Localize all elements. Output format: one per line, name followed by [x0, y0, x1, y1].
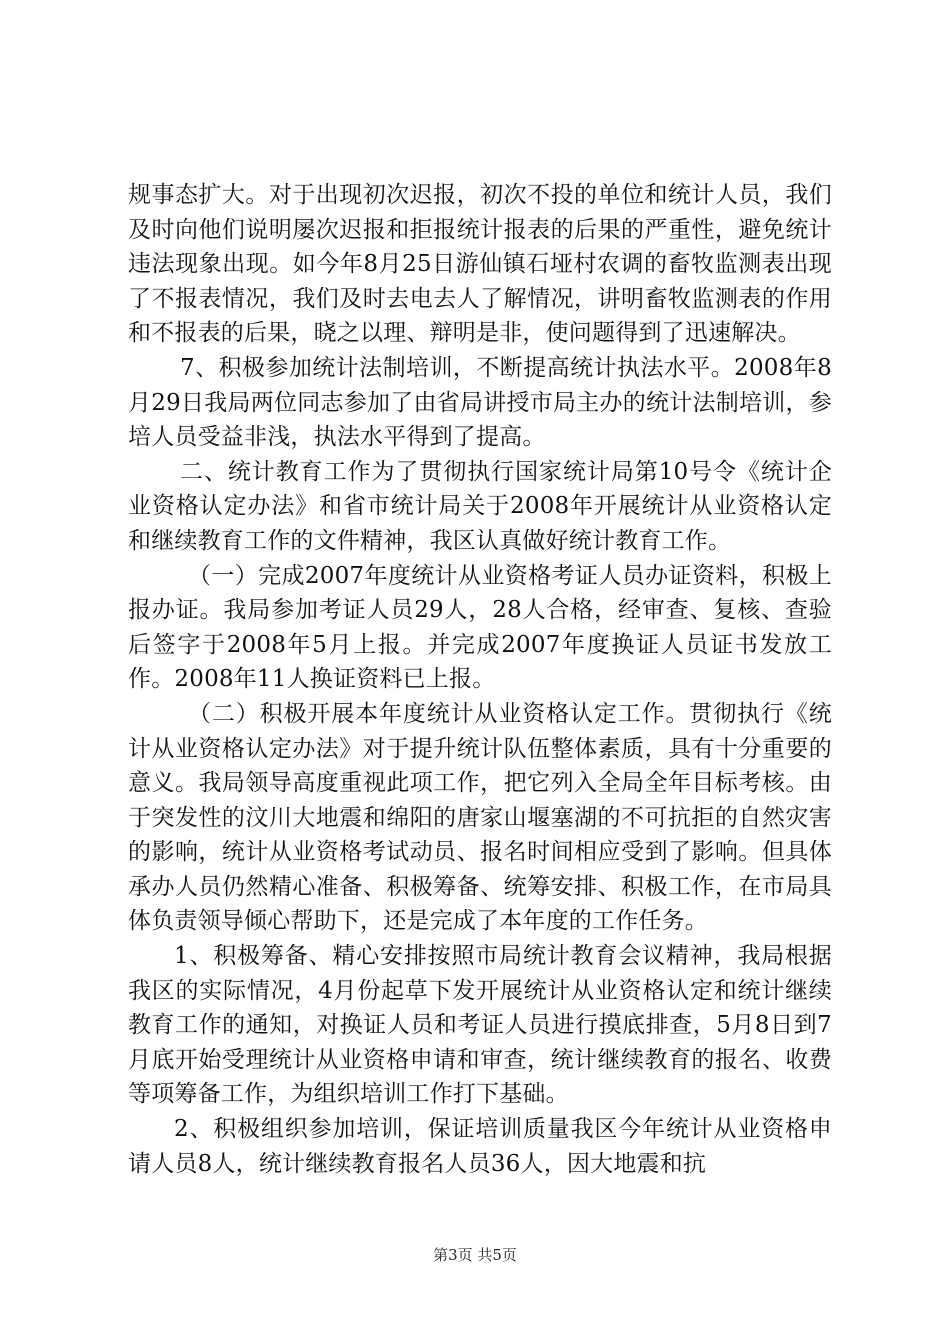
paragraph-item-1: 1、积极筹备、精心安排按照市局统计教育会议精神，我局根据我区的实际情况，4月份起草下发开展统计从业资格认定和统计继续教育工作的通知，对换证人员和考证人员进行摸底排查，5月8日到7月底开始受理统计从业资格申请和审查，统计继续教育的报名、收费等项筹备工作，为组织培训工作打下基础。 — [128, 943, 832, 1108]
document-body — [128, 178, 832, 1181]
page-number-label: 第3页 共5页 — [433, 1246, 517, 1264]
paragraph-subsection-2: （二）积极开展本年度统计从业资格认定工作。贯彻执行《统计从业资格认定办法》对于提升统计队伍整体素质，具有十分重要的意义。我局领导高度重视此项工作，把它列入全局全年目标考核。由于突发性的汶川大地震和绵阳的唐家山堰塞湖的不可抗拒的自然灾害的影响，统计从业资格考试动员、报名时间相应受到了影响。但具体承办人员仍然精心准备、积极筹备、统筹安排、积极工作，在市局具体负责领导倾心帮助下，还是完成了本年度的工作任务。 — [128, 700, 832, 935]
paragraph-subsection-1: （一）完成2007年度统计从业资格考证人员办证资料，积极上报办证。我局参加考证人员29人，28人合格，经审查、复核、查验后签字于2008年5月上报。并完成2007年度换证人员证书发放工作。2008年11人换证资料已上报。 — [128, 562, 832, 693]
paragraph-section-2: 二、统计教育工作为了贯彻执行国家统计局第10号令《统计企业资格认定办法》和省市统计局关于2008年开展统计从业资格认定和继续教育工作的文件精神，我区认真做好统计教育工作。 — [128, 458, 832, 554]
paragraph-continuation: 规事态扩大。对于出现初次迟报，初次不投的单位和统计人员，我们及时向他们说明屡次迟报和拒报统计报表的后果的严重性，避免统计违法现象出现。如今年8月25日游仙镇石垭村农调的畜牧监测表出现了不报表情况，我们及时去电去人了解情况，讲明畜牧监测表的作用和不报表的后果，晓之以理、辩明是非，使问题得到了迅速解决。 — [128, 182, 832, 347]
paragraph-item-2: 2、积极组织参加培训，保证培训质量我区今年统计从业资格申请人员8人，统计继续教育报名人员36人，因大地震和抗 — [128, 1116, 832, 1177]
paragraph-item-7: 7、积极参加统计法制培训，不断提高统计执法水平。2008年8月29日我局两位同志参加了由省局讲授市局主办的统计法制培训，参培人员受益非浅，执法水平得到了提高。 — [128, 354, 832, 451]
page-footer — [0, 1244, 950, 1265]
